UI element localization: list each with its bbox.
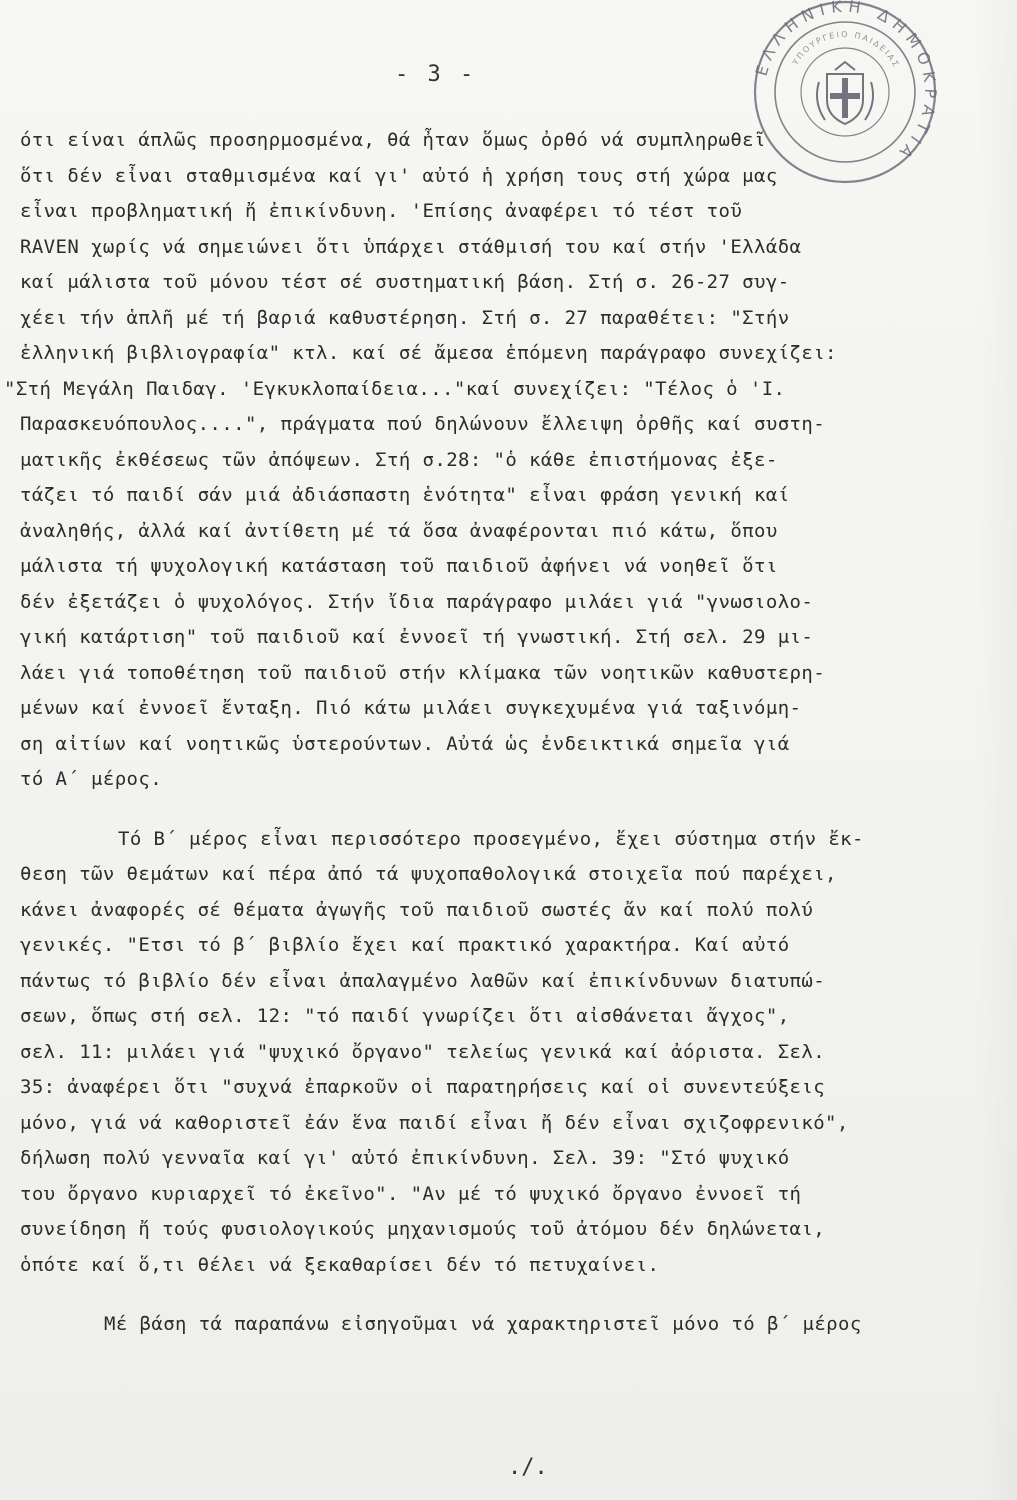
- text-line: δέν ἐξετάζει ὁ ψυχολόγος. Στήν ἴδια παράγραφο μιλάει γιά "γνωσιολο-: [20, 590, 814, 613]
- text-line: θεση τῶν θεμάτων καί πέρα ἀπό τά ψυχοπαθολογικά στοιχεῖα πού παρέχει,: [20, 863, 837, 885]
- text-line: ση αἰτίων καί νοητικῶς ὑστερούντων. Αὐτά ὡς ἐνδεικτικά σημεῖα γιά: [20, 732, 790, 755]
- text-line: γική κατάρτιση" τοῦ παιδιοῦ καί ἐννοεῖ τή γνωστική. Στή σελ. 29 μι-: [20, 626, 814, 648]
- text-line: ματικῆς ἐκθέσεως τῶν ἀπόψεων. Στή σ.28: "ὁ κάθε ἐπιστήμονας ἐξε-: [20, 448, 778, 471]
- text-line: εἶναι προβληματική ἤ ἐπικίνδυνη. 'Επίσης ἀναφέρει τό τέστ τοῦ: [20, 200, 743, 222]
- text-line: Τό Β΄ μέρος εἶναι περισσότερο προσεγμένο, ἔχει σύστημα στήν ἔκ-: [118, 827, 864, 850]
- page-edge-shadow: [977, 0, 1017, 1500]
- text-line: "Στή Μεγάλη Παιδαγ. 'Εγκυκλοπαίδεια..."καί συνεχίζει: "Τέλος ὁ 'Ι.: [4, 377, 786, 400]
- text-line: ἀναληθής, ἀλλά καί ἀντίθετη μέ τά ὅσα ἀναφέρονται πιό κάτω, ὅπου: [20, 519, 778, 542]
- text-line: ὁπότε καί ὅ,τι θέλει νά ξεκαθαρίσει δέν τό πετυχαίνει.: [20, 1253, 660, 1276]
- continuation-mark: ./.: [508, 1455, 548, 1480]
- page-number: - 3 -: [395, 62, 477, 87]
- text-line: χέει τήν ἁπλῆ μέ τή βαριά καθυστέρηση. Στή σ. 27 παραθέτει: "Στήν: [20, 306, 790, 329]
- text-line: μόνο, γιά νά καθοριστεῖ ἐάν ἕνα παιδί εἶναι ἤ δέν εἶναι σχιζοφρενικό",: [20, 1111, 849, 1134]
- text-line: Μέ βάση τά παραπάνω εἰσηγοῦμαι νά χαρακτηριστεῖ μόνο τό β΄ μέρος: [104, 1313, 862, 1335]
- text-line: 35: ἀναφέρει ὅτι "συχνά ἐπαρκοῦν οἱ παρατηρήσεις καί οἱ συνεντεύξεις: [20, 1076, 826, 1098]
- text-line: ἑλληνική βιβλιογραφία" κτλ. καί σέ ἄμεσα ἑπόμενη παράγραφο συνεχίζει:: [20, 342, 837, 364]
- text-line: μένων καί ἐννοεῖ ἔνταξη. Πιό κάτω μιλάει συγκεχυμένα γιά ταξινόμη-: [20, 697, 802, 719]
- text-line: λάει γιά τοποθέτηση τοῦ παιδιοῦ στήν κλίμακα τῶν νοητικῶν καθυστερη-: [20, 661, 826, 684]
- text-line: γενικές. "Ετσι τό β΄ βιβλίο ἔχει καί πρακτικό χαρακτήρα. Καί αὐτό: [20, 934, 790, 956]
- text-line: δήλωση πολύ γενναῖα καί γι' αὐτό ἐπικίνδυνη. Σελ. 39: "Στό ψυχικό: [20, 1147, 790, 1169]
- text-line: Παρασκευόπουλος....", πράγματα πού δηλώνουν ἔλλειψη ὀρθῆς καί συστη-: [20, 413, 826, 435]
- text-line: πάντως τό βιβλίο δέν εἶναι ἀπαλαγμένο λαθῶν καί ἐπικίνδυνων διατυπώ-: [20, 969, 826, 992]
- text-line: μάλιστα τή ψυχολογική κατάσταση τοῦ παιδιοῦ ἀφήνει νά νοηθεῖ ὅτι: [20, 555, 778, 577]
- text-line: του ὄργανο κυριαρχεῖ τό ἐκεῖνο". "Αν μέ τό ψυχικό ὄργανο ἐννοεῖ τή: [20, 1182, 802, 1205]
- text-line: σεων, ὅπως στή σελ. 12: "τό παιδί γνωρίζει ὅτι αἰσθάνεται ἄγχος",: [20, 1005, 790, 1027]
- text-line: συνείδηση ἤ τούς φυσιολογικούς μηχανισμούς τοῦ ἀτόμου δέν δηλώνεται,: [20, 1218, 826, 1240]
- text-line: τάζει τό παιδί σάν μιά ἀδιάσπαστη ἑνότητα" εἶναι φράση γενική καί: [20, 484, 790, 506]
- text-line: σελ. 11: μιλάει γιά "ψυχικό ὄργανο" τελείως γενικά καί ἀόριστα. Σελ.: [20, 1040, 826, 1063]
- text-line: RAVEN χωρίς νά σημειώνει ὅτι ὑπάρχει στάθμισή του καί στήν 'Ελλάδα: [20, 235, 802, 258]
- text-line: καί μάλιστα τοῦ μόνου τέστ σέ συστηματική βάση. Στή σ. 26-27 συγ-: [20, 271, 790, 293]
- text-line: τό Α΄ μέρος.: [20, 768, 163, 790]
- text-line: ότι είναι άπλῶς προσηρμοσμένα, θά ἦταν ὅμως ὀρθό νά συμπληρωθεῖ: [20, 129, 766, 151]
- text-line: ὅτι δέν εἶναι σταθμισμένα καί γι' αὐτό ἡ χρήση τους στή χώρα μας: [20, 164, 778, 187]
- seal-outer-text: ΕΛΛΗΝΙΚΗ ΔΗΜΟΚΡΑΤΙΑ: [751, 0, 941, 167]
- seal-inner-text: ΥΠΟΥΡΓΕΙΟ ΠΑΙΔΕΙΑΣ: [790, 29, 902, 70]
- coat-of-arms-icon: [817, 62, 873, 124]
- text-line: κάνει ἀναφορές σέ θέματα ἀγωγῆς τοῦ παιδιοῦ σωστές ἄν καί πολύ πολύ: [20, 898, 814, 921]
